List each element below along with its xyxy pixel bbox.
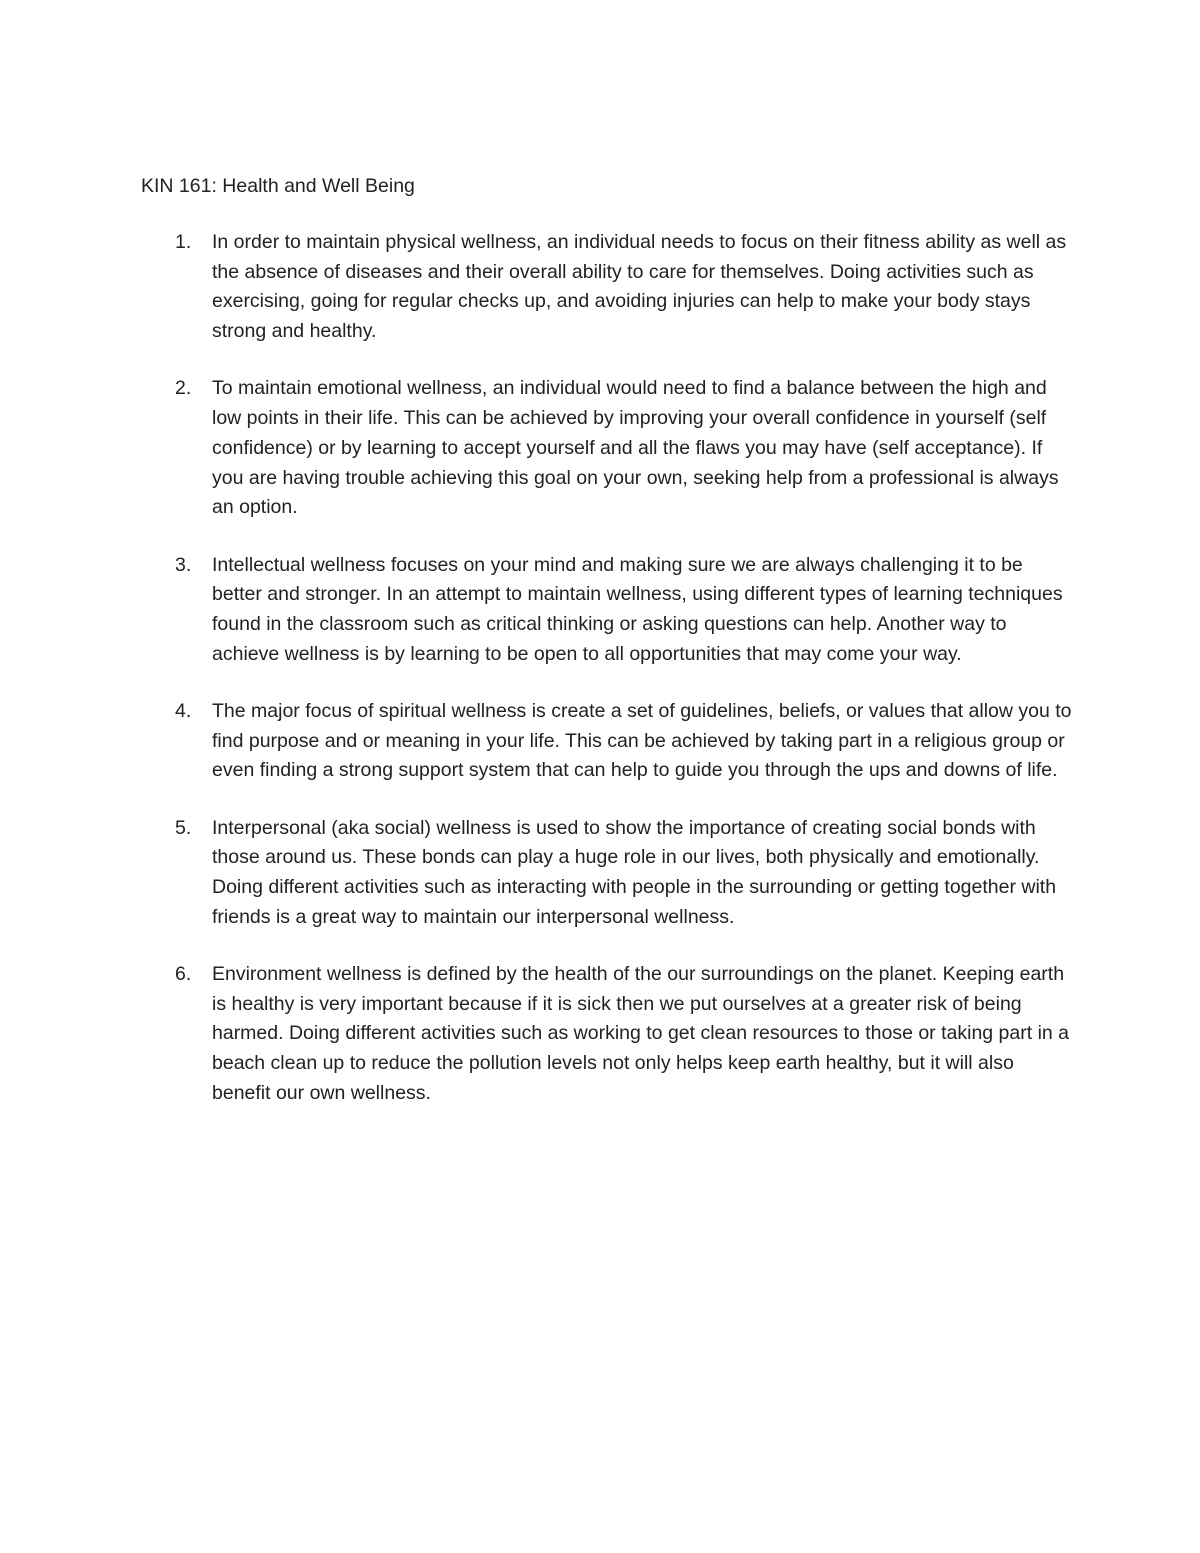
numbered-list xyxy=(0,228,1072,1136)
list-item-text: To maintain emotional wellness, an individual would need to find a balance between the high and low points in their life. This can be achieved by improving your overall confidence in yourself (self confidence) or by learning to accept yourself and all the flaws you may have (self acceptance). If you are having trouble achieving this goal on your own, seeking help from a professional is always an option. xyxy=(212,377,1059,519)
list-item xyxy=(0,228,1072,347)
list-item-text: Environment wellness is defined by the health of the our surroundings on the planet. Keeping earth is healthy is very important because if it is sick then we put ourselves at a greater risk of being harmed. Doing different activities such as working to get clean resources to those or taking part in a beach clean up to reduce the pollution levels not only helps keep earth healthy, but it will also benefit our own wellness. xyxy=(212,963,1070,1104)
list-item xyxy=(0,551,1072,670)
list-item-number: 1. xyxy=(175,231,192,253)
list-item-text: Intellectual wellness focuses on your mind and making sure we are always challenging it to be better and stronger. In an attempt to maintain wellness, using different types of learning techniques found in the classroom such as critical thinking or asking questions can help. Another way to achieve wellness is by learning to be open to all opportunities that may come your way. xyxy=(212,553,1063,665)
list-item-number: 6. xyxy=(175,963,192,986)
list-item-number: 4. xyxy=(175,699,192,722)
list-item-number: 5. xyxy=(175,816,192,839)
list-item xyxy=(0,374,1072,523)
list-item xyxy=(0,960,1072,1109)
list-item-number: 3. xyxy=(175,553,192,576)
list-item-number: 2. xyxy=(175,377,192,400)
list-item-text: Interpersonal (aka social) wellness is used to show the importance of creating social bonds with those around us. These bonds can play a huge role in our lives, both physically and emotionally. Doing different activities such as interacting with people in the surrounding or getting together with friends is a great way to maintain our interpersonal wellness. xyxy=(212,816,1057,928)
document-title: KIN 161: Health and Well Being xyxy=(141,175,415,197)
list-item-text: In order to maintain physical wellness, an individual needs to focus on their fitness ability as well as the absence of diseases and their overall ability to care for themselves. Doing activities such as exercising, going for regular checks up, and avoiding injuries can help to make your body stays strong and healthy. xyxy=(212,231,1067,343)
list-item xyxy=(0,697,1072,786)
list-item xyxy=(0,814,1072,933)
list-item-text: The major focus of spiritual wellness is create a set of guidelines, beliefs, or values that allow you to find purpose and or meaning in your life. This can be achieved by taking part in a religious group or even finding a strong support system that can help to guide you through the ups and downs of life. xyxy=(212,699,1072,782)
